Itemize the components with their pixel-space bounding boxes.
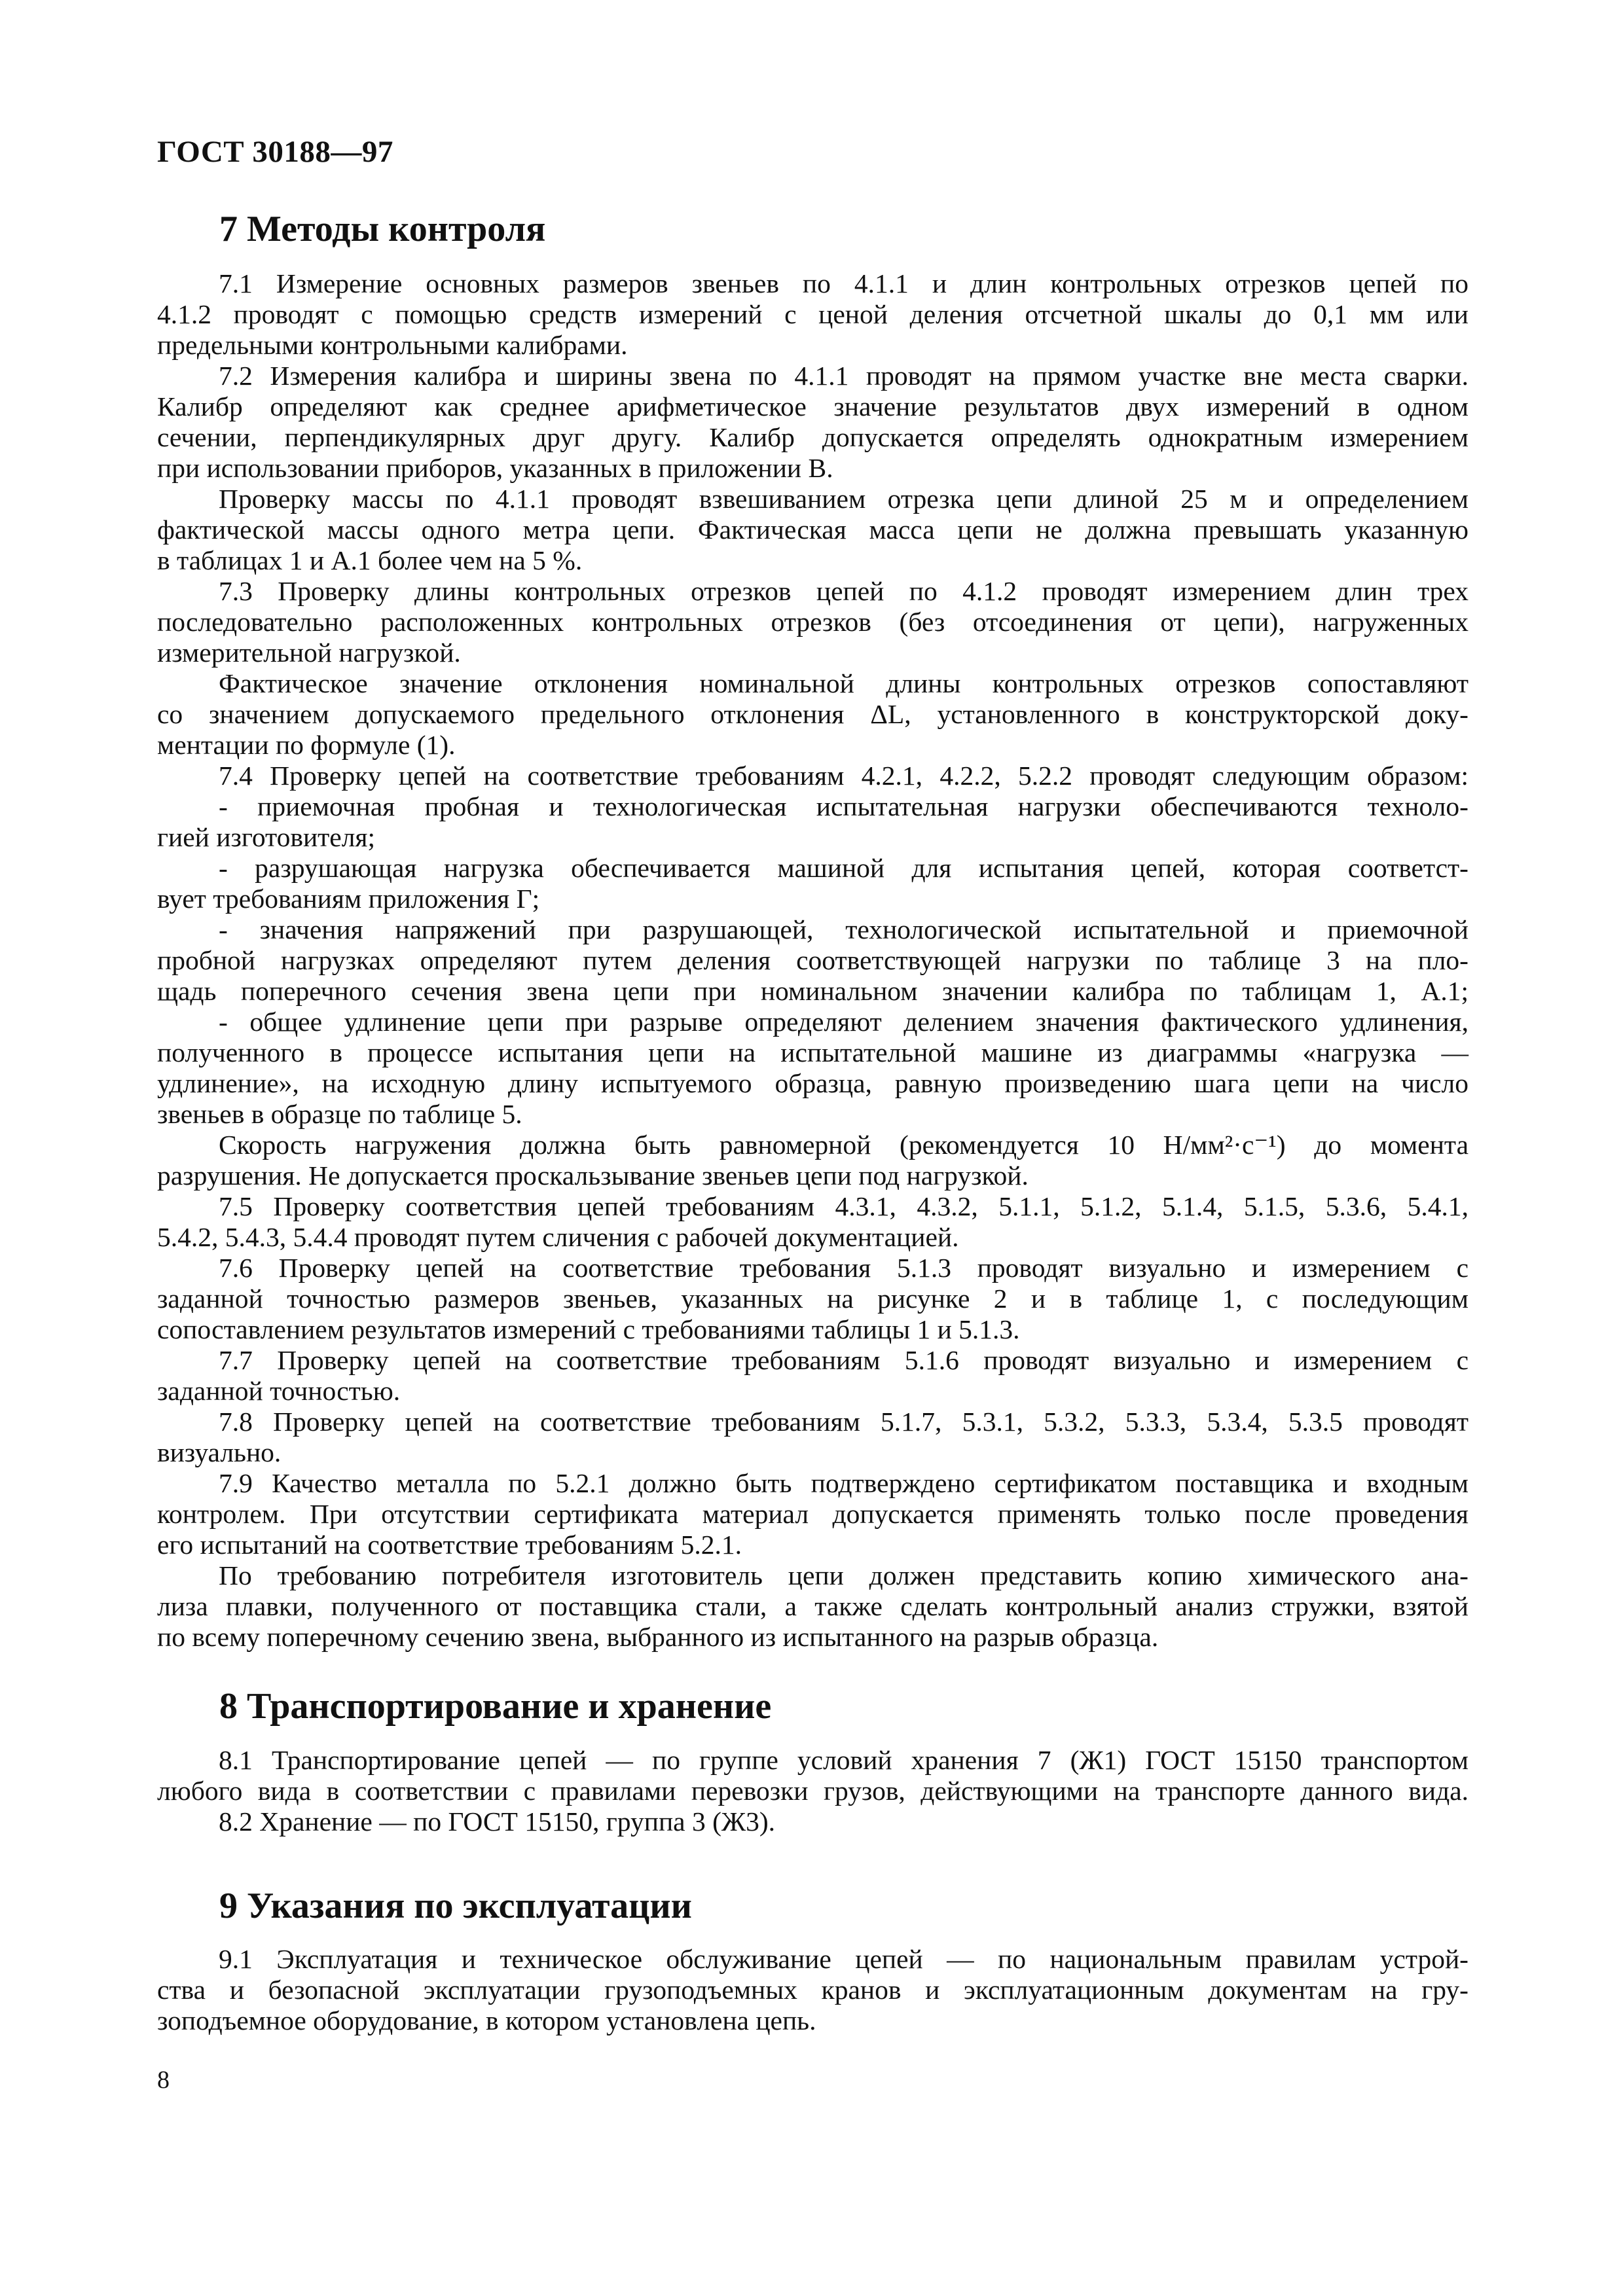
paragraph-line: по всему поперечному сечению звена, выбранного из испытанного на разрыв образца.	[157, 1622, 1159, 1652]
paragraph-line: - значения напряжений при разрушающей, технологической испытательной и приемочной	[219, 914, 1468, 944]
paragraph-line: пробной нагрузках определяют путем деления соответствующей нагрузки по таблице 3 на пло-	[157, 945, 1468, 975]
paragraph-line: при использовании приборов, указанных в приложении В.	[157, 453, 833, 483]
paragraph-line: 7.9 Качество металла по 5.2.1 должно быть подтверждено сертификатом поставщика и входным	[219, 1468, 1468, 1498]
paragraph-line: последовательно расположенных контрольных отрезков (без отсоединения от цепи), нагруженных	[157, 607, 1468, 637]
paragraph-line: сопоставлением результатов измерений с требованиями таблицы 1 и 5.1.3.	[157, 1314, 1020, 1344]
paragraph-line: полученного в процессе испытания цепи на испытательной машине из диаграммы «нагрузка —	[157, 1037, 1468, 1067]
paragraph-line: Калибр определяют как среднее арифметическое значение результатов двух измерений в одном	[157, 391, 1468, 422]
paragraph-line: любого вида в соответствии с правилами перевозки грузов, действующими на транспорте данного вида.	[157, 1776, 1468, 1806]
section-8-body	[157, 1745, 1468, 1837]
paragraph-line: 8.2 Хранение — по ГОСТ 15150, группа 3 (Ж3).	[219, 1806, 776, 1837]
paragraph-line: 9.1 Эксплуатация и техническое обслуживание цепей — по национальным правилам устрой-	[219, 1944, 1468, 1974]
paragraph-line: 8.1 Транспортирование цепей — по группе условий хранения 7 (Ж1) ГОСТ 15150 транспортом	[219, 1745, 1468, 1775]
paragraph-line: измерительной нагрузкой.	[157, 637, 461, 668]
paragraph-line: зоподъемное оборудование, в котором установлена цепь.	[157, 2005, 816, 2036]
paragraph-line: 7.4 Проверку цепей на соответствие требованиям 4.2.1, 4.2.2, 5.2.2 проводят следующим образом:	[219, 761, 1468, 791]
paragraph-line: щадь поперечного сечения звена цепи при номинальном значении калибра по таблицам 1, А.1;	[157, 976, 1468, 1006]
paragraph-line: вует требованиям приложения Г;	[157, 884, 540, 914]
paragraph-line: ментации по формуле (1).	[157, 730, 456, 760]
paragraph-line: лиза плавки, полученного от поставщика стали, а также сделать контрольный анализ стружки, взятой	[157, 1591, 1468, 1621]
paragraph-line: 4.1.2 проводят с помощью средств измерений с ценой деления отсчетной шкалы до 0,1 мм или	[157, 299, 1468, 329]
paragraph-line: 7.5 Проверку соответствия цепей требованиям 4.3.1, 4.3.2, 5.1.1, 5.1.2, 5.1.4, 5.1.5, 5.3.6, 5.4.1,	[219, 1191, 1468, 1221]
section-8-heading: 8 Транспортирование и хранение	[219, 1686, 772, 1727]
paragraph-line: звеньев в образце по таблице 5.	[157, 1099, 522, 1129]
paragraph-line: Скорость нагружения должна быть равномерной (рекомендуется 10 Н/мм²·с⁻¹) до момента	[219, 1130, 1468, 1160]
paragraph-line: его испытаний на соответствие требованиям 5.2.1.	[157, 1530, 742, 1560]
paragraph-line: 7.2 Измерения калибра и ширины звена по 4.1.1 проводят на прямом участке вне места сварки.	[219, 361, 1468, 391]
paragraph-line: заданной точностью.	[157, 1376, 401, 1406]
paragraph-line: фактической массы одного метра цепи. Фактическая масса цепи не должна превышать указанную	[157, 514, 1468, 545]
section-9-heading: 9 Указания по эксплуатации	[219, 1886, 692, 1926]
page-number: 8	[157, 2066, 170, 2094]
paragraph-line: со значением допускаемого предельного отклонения ΔL, установленного в конструкторской доку-	[157, 699, 1468, 729]
paragraph-line: гией изготовителя;	[157, 822, 376, 852]
section-7-heading: 7 Методы контроля	[219, 209, 546, 249]
paragraph-line: 5.4.2, 5.4.3, 5.4.4 проводят путем сличения с рабочей документацией.	[157, 1222, 959, 1252]
paragraph-line: 7.1 Измерение основных размеров звеньев по 4.1.1 и длин контрольных отрезков цепей по	[219, 268, 1468, 298]
paragraph-line: 7.6 Проверку цепей на соответствие требования 5.1.3 проводят визуально и измерением с	[219, 1253, 1468, 1283]
document-code: ГОСТ 30188—97	[157, 135, 393, 169]
paragraph-line: в таблицах 1 и А.1 более чем на 5 %.	[157, 545, 583, 575]
paragraph-line: удлинение», на исходную длину испытуемого образца, равную произведению шага цепи на число	[157, 1068, 1468, 1098]
paragraph-line: ства и безопасной эксплуатации грузоподъемных кранов и эксплуатационным документам на гру-	[157, 1975, 1468, 2005]
paragraph-line: сечении, перпендикулярных друг другу. Калибр допускается определять однократным измерением	[157, 422, 1468, 452]
paragraph-line: - разрушающая нагрузка обеспечивается машиной для испытания цепей, которая соответст-	[219, 853, 1468, 883]
paragraph-line: предельными контрольными калибрами.	[157, 330, 628, 360]
paragraph-line: контролем. При отсутствии сертификата материал допускается применять только после проведения	[157, 1499, 1468, 1529]
paragraph-line: - приемочная пробная и технологическая испытательная нагрузки обеспечиваются техноло-	[219, 791, 1468, 821]
paragraph-line: Проверку массы по 4.1.1 проводят взвешиванием отрезка цепи длиной 25 м и определением	[219, 484, 1468, 514]
paragraph-line: 7.8 Проверку цепей на соответствие требованиям 5.1.7, 5.3.1, 5.3.2, 5.3.3, 5.3.4, 5.3.5 проводят	[219, 1407, 1468, 1437]
paragraph-line: 7.3 Проверку длины контрольных отрезков цепей по 4.1.2 проводят измерением длин трех	[219, 576, 1468, 606]
paragraph-line: Фактическое значение отклонения номинальной длины контрольных отрезков сопоставляют	[219, 668, 1468, 698]
paragraph-line: - общее удлинение цепи при разрыве определяют делением значения фактического удлинения,	[219, 1007, 1468, 1037]
section-9-body	[157, 1944, 1468, 2036]
paragraph-line: разрушения. Не допускается проскальзывание звеньев цепи под нагрузкой.	[157, 1160, 1029, 1191]
paragraph-line: 7.7 Проверку цепей на соответствие требованиям 5.1.6 проводят визуально и измерением с	[219, 1345, 1468, 1375]
paragraph-line: визуально.	[157, 1437, 282, 1467]
paragraph-line: заданной точностью размеров звеньев, указанных на рисунке 2 и в таблице 1, с последующим	[157, 1283, 1468, 1314]
section-7-body	[157, 268, 1468, 1653]
paragraph-line: По требованию потребителя изготовитель цепи должен представить копию химического ана-	[219, 1560, 1468, 1590]
